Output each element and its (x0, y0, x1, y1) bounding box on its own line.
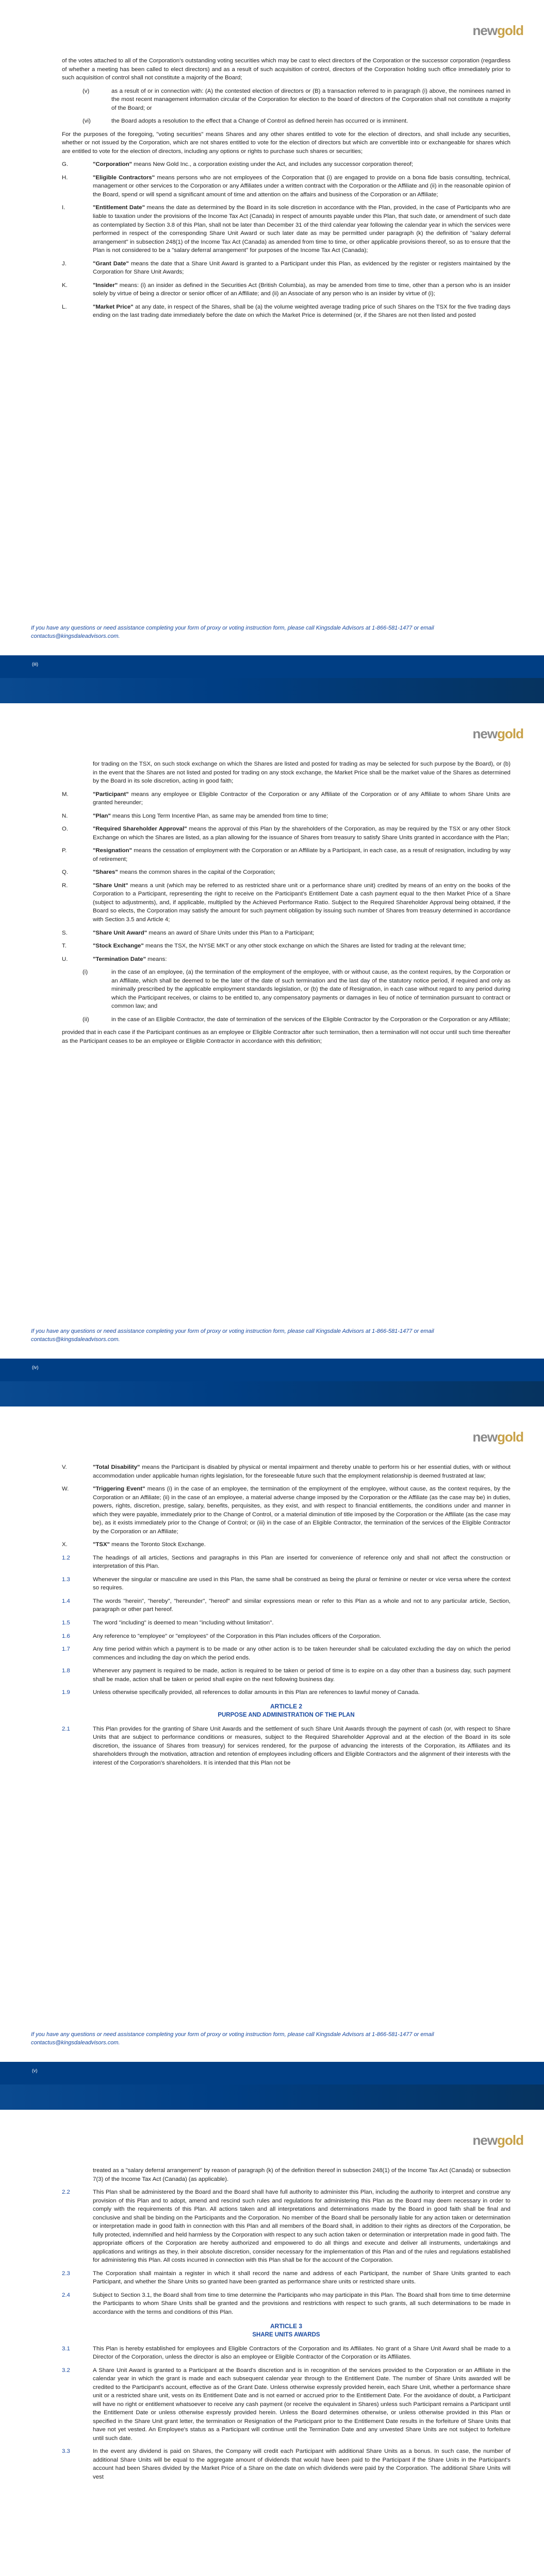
section-number: 1.6 (62, 1633, 70, 1639)
definition-body (93, 955, 510, 964)
defined-term: "Eligible Contractors" (93, 174, 155, 181)
footer-stripe (0, 1381, 544, 1406)
definition-body (93, 882, 510, 924)
defined-term: "Shares" (93, 869, 118, 876)
section-number: 3.2 (62, 2367, 70, 2374)
article-number: ARTICLE 3 (270, 2322, 302, 2330)
page-number: (v) (32, 2068, 38, 2073)
definition-text: means New Gold Inc., a corporation existing under the Act, and includes any successor corporation thereof; (131, 161, 414, 168)
definition-label: W. (62, 1486, 69, 1493)
sub-item-text: as a result of or in connection with: (A) the contested election of directors or (B) a transaction referred to in paragraph (i) above, the nominees named in the most recent management information circular of the Corporation for election to the board of directors of the Corporation shall not constitute a majority of the Board; or (111, 88, 510, 111)
defined-term: "Market Price" (93, 303, 134, 310)
section-text: Subject to Section 3.1, the Board shall from time to time determine the Participants who may participate in this Plan. The Board shall from time to time determine the Participants to whom Share Units shall be granted and the provisions and restrictions with respect to such grants, all such determinations to be made in accordance with the terms and conditions of this Plan. (93, 2292, 510, 2315)
sub-item (83, 87, 510, 113)
page-content (62, 2166, 510, 2486)
definition-item (62, 812, 510, 821)
defined-term: "Corporation" (93, 161, 132, 168)
section-text: The word "including" is deemed to mean "including without limitation". (93, 1619, 274, 1626)
definition-text: means this Long Term Incentive Plan, as same may be amended from time to time; (110, 812, 328, 819)
definition-text: means an award of Share Units under this Plan to a Participant; (147, 929, 315, 936)
defined-term: "Insider" (93, 282, 118, 289)
defined-term: "Termination Date" (93, 956, 146, 962)
section-number: 3.1 (62, 2345, 70, 2352)
page-content (62, 1463, 510, 1772)
contact-note: If you have any questions or need assistance completing your form of proxy or voting instruction form, please call Kingsdale Advisors at 1-866-581-1477 or email contactus@kingsdaleadvisors.com. (31, 2031, 434, 2046)
definition-label: T. (62, 943, 67, 950)
definition-label: I. (62, 205, 65, 211)
section-number: 1.4 (62, 1598, 70, 1604)
section-number: 2.4 (62, 2292, 70, 2298)
section-item (62, 1597, 510, 1614)
defined-term: "Stock Exchange" (93, 943, 144, 950)
definition-body (93, 281, 510, 298)
section-item (62, 2447, 510, 2481)
section-text: This Plan shall be administered by the Board and the Board shall have full authority to administer this Plan, including the authority to interpret and construe any provision of this Plan and to adopt, amend and rescind such rules and regulations for administering this Plan as the Board may deem necessary in order to comply with the requirements of this Plan. All actions taken and all interpretations and determinations made by the Board in good faith shall be final and conclusive and shall be binding on the Participants and the Corporation. No member of the Board shall be personally liable for any action taken or determination or interpretation made in good faith in connection with this Plan and all members of the Board shall, in addition to their rights as directors of the Corporation, be fully protected, indemnified and held harmless by the Corporation with respect to any such action taken or determination or interpretation made in good faith. The appropriate officers of the Corporation are hereby authorized and empowered to do all things and execute and deliver all instruments, undertakings and applications and writings as they, in their absolute discretion, consider necessary for the implementation of this Plan and of the rules and regulations established for administering this Plan. All costs incurred in connection with this Plan shall be for the account of the Corporation. (93, 2189, 510, 2264)
definition-item (62, 1485, 510, 1536)
section-item (62, 1554, 510, 1571)
definition-label: O. (62, 826, 69, 833)
definition-body (93, 942, 510, 951)
section-number: 1.7 (62, 1646, 70, 1653)
sub-item (83, 1015, 510, 1024)
defined-term: "Participant" (93, 791, 129, 798)
page-footer (0, 655, 544, 703)
section-number: 1.5 (62, 1619, 70, 1626)
definition-label: U. (62, 956, 68, 962)
section-text: The words "herein", "hereby", "hereunder", "hereof" and similar expressions mean or refer to this Plan as a whole and not to any particular article, Section, paragraph or other part hereof. (93, 1598, 510, 1613)
sub-item-text: the Board adopts a resolution to the effect that a Change of Control as defined herein has occurred or is imminent. (111, 118, 408, 125)
paragraph: treated as a "salary deferral arrangement" by reason of paragraph (k) of the definition thereof in subsection 248(1) of the Income Tax Act (Canada) or subsection 7(3) of the Income Tax Act (Canada) (as applicable). (93, 2167, 510, 2182)
definition-text: means the Toronto Stock Exchange. (109, 1541, 206, 1548)
definition-item (62, 1540, 510, 1549)
page-number: (iii) (32, 662, 38, 667)
section-item (62, 1645, 510, 1662)
section-item (62, 2345, 510, 2362)
definition-item (62, 868, 510, 877)
sub-item (83, 117, 510, 126)
definition-text: means the Participant is disabled by physical or mental impairment and thereby unable to perform his or her essential duties, with or without accommodation under applicable human rights legislation, for the foreseeable future such that the employment relationship is deemed frustrated at law; (93, 1464, 510, 1479)
definition-text: means: (146, 956, 167, 962)
definition-label: L. (62, 303, 67, 310)
definition-body (93, 174, 510, 199)
section-number: 1.8 (62, 1668, 70, 1674)
section-text: The headings of all articles, Sections and paragraphs in this Plan are inserted for convenience of reference only and shall not affect the construction or interpretation of this Plan. (93, 1554, 510, 1570)
definition-label: J. (62, 260, 67, 267)
section-item (62, 2188, 510, 2265)
paragraph: For the purposes of the foregoing, "voting securities" means Shares and any other shares entitled to vote for the election of directors, and shall include any securities, whether or not issued by the Corporation, which are not shares entitled to vote for the election of directors but which are convertible into or exchangeable for shares which are entitled to vote for the election of directors, including any options or rights to purchase such shares or securities; (62, 131, 510, 155)
definition-body (93, 160, 510, 169)
defined-term: "Entitlement Date" (93, 205, 145, 211)
section-text: In the event any dividend is paid on Shares, the Company will credit each Participant with additional Share Units as a bonus. In such case, the number of additional Share Units will be equal to the aggregate amount of dividends that would have been paid to the Participant if the Share Units in the Participant's account had been Shares divided by the Market Price of a Share on the date on which dividends were paid by the Corporation. The additional Share Units will vest (93, 2448, 510, 2480)
footer-stripe (0, 678, 544, 703)
page-content (62, 57, 510, 325)
definition-text: means the date as determined by the Board in its sole discretion in accordance with the Plan, provided, in the case of Participants who are liable to taxation under the provisions of the Income Tax Act (Canada) in respect of amounts payable under this Plan, that such date, or amendment of such date as contemplated by Section 3.8 of this Plan, shall not be later than December 31 of the third calendar year following the calendar year in which the services were performed in respect of the corresponding Share Unit Award or such later date as may be permitted under paragraph (k) the definition of "salary deferral arrangement" in subsection 248(1) of the Income Tax Act (Canada) as amended from time to time, or other applicable provisions thereof, so as to ensure that the Plan is not considered to be a "salary deferral arrangement" for purposes of the Income Tax Act (Canada); (93, 205, 510, 254)
defined-term: "Plan" (93, 812, 111, 819)
definition-item (62, 942, 510, 951)
paragraph: provided that in each case if the Participant continues as an employee or Eligible Contractor after such termination, then a termination will not occur until such time thereafter as the Participant ceases to be an employee or Eligible Contractor in accordance with this definition; (62, 1029, 510, 1044)
definition-text: means persons who are not employees of the Corporation that (i) are engaged to provide on a bona fide basis consulting, technical, management or other services to the Corporation or any Affiliates under a written contract with the Corporation or the Affiliate and (ii) in the reasonable opinion of the Board, spend or will spend a significant amount of time and attention on the affairs and business of the Corporation or an Affiliate; (93, 174, 510, 198)
section-item (62, 2269, 510, 2286)
section-number: 1.2 (62, 1554, 70, 1561)
definition-item (62, 160, 510, 169)
page-3 (0, 1406, 544, 2110)
section-item (62, 1688, 510, 1697)
company-logo: newgold (472, 23, 523, 38)
defined-term: "Grant Date" (93, 260, 129, 267)
definition-label: M. (62, 791, 69, 798)
article-number: ARTICLE 2 (270, 1702, 302, 1710)
section-number: 2.1 (62, 1725, 70, 1732)
defined-term: "Share Unit" (93, 882, 128, 889)
definition-text: at any date, in respect of the Shares, shall be (a) the volume weighted average trading price of such Shares on the TSX for the five trading days ending on the last trading date immediately before the date on which the Market Price is determined (or, if the Shares are not then listed and posted (93, 303, 510, 319)
definition-body (93, 1485, 510, 1536)
page-footer (0, 1359, 544, 1406)
defined-term: "TSX" (93, 1541, 110, 1548)
definition-text: means: (i) an insider as defined in the Securities Act (British Columbia), as may be amended from time to time, other than a person who is an insider solely by virtue of being a director or senior officer of an Affiliate; and (ii) an Associate of any person who is an insider by virtue of (i); (93, 282, 510, 297)
section-item (62, 2366, 510, 2443)
definition-item (62, 303, 510, 320)
definition-label: V. (62, 1464, 67, 1470)
definition-label: K. (62, 282, 68, 289)
section-text: Any reference to "employee" or "employees" of the Corporation in this Plan includes officers of the Corporation. (93, 1633, 382, 1639)
paragraph: for trading on the TSX, on such stock exchange on which the Shares are listed and posted for trading as may be selected for such purpose by the Board), or (b) in the event that the Shares are not listed and posted for trading on any stock exchange, the Market Price shall be the market value of the Shares as determined by the Board in its sole discretion, acting in good faith; (93, 761, 510, 785)
contact-note: If you have any questions or need assistance completing your form of proxy or voting instruction form, please call Kingsdale Advisors at 1-866-581-1477 or email contactus@kingsdaleadvisors.com. (31, 625, 434, 639)
definition-body (93, 1540, 510, 1549)
section-item (62, 2291, 510, 2317)
defined-term: "Share Unit Award" (93, 929, 147, 936)
sub-item-text: in the case of an employee, (a) the termination of the employment of the employee, with or without cause, as the context requires, by the Corporation or an Affiliate, which shall be deemed to be the later of the date of such termination and the last day of the statutory notice period, if required and only as minimally prescribed by the applicable employment standards legislation, or (b) the date of Resignation, in each case without regard to any period during which the Participant receives, or claims to be entitled to, any compensatory payments or damages in lieu of notice of termination pursuant to contract or common law; and (111, 969, 510, 1010)
definition-item (62, 846, 510, 863)
definition-item (62, 790, 510, 807)
definition-item (62, 955, 510, 964)
section-number: 1.9 (62, 1689, 70, 1696)
section-item (62, 1575, 510, 1592)
definition-text: means the cessation of employment with the Corporation or an Affiliate by a Participant, in each case, as a result of resignation, including by way of retirement; (93, 848, 510, 862)
definition-label: P. (62, 848, 67, 854)
section-text: The Corporation shall maintain a register in which it shall record the name and address of each Participant, the number of Share Units granted to each Participant, and whether the Share Units so granted have been granted as performance share units or restricted share units. (93, 2270, 510, 2285)
definition-label: N. (62, 812, 68, 819)
definition-text: means a unit (which may be referred to as restricted share unit or a performance share unit) credited by means of an entry on the books of the Corporation to a Participant, representing the right to receive on the Participant's Entitlement Date a cash payment equal to the then Market Price of a Share (subject to adjustments), and, if applicable, multiplied by the Achieved Performance Ratio. Subject to the Required Shareholder Approval being obtained, if the Board so elects, the Corporation may satisfy the amount for such payment obligation by issuing such number of Shares from treasury determined in accordance with Section 3.5 and Article 4; (93, 882, 510, 923)
section-number: 1.3 (62, 1576, 70, 1583)
definition-item (62, 204, 510, 255)
definition-body (93, 1463, 510, 1480)
sub-item (83, 968, 510, 1011)
company-logo: newgold (472, 1429, 523, 1445)
definition-text: means the TSX, the NYSE MKT or any other stock exchange on which the Shares are listed for trading at the relevant time; (143, 943, 466, 950)
definition-label: Q. (62, 869, 69, 876)
page-footer (0, 2062, 544, 2110)
definition-item (62, 882, 510, 924)
page-2 (0, 703, 544, 1406)
article-title: PURPOSE AND ADMINISTRATION OF THE PLAN (218, 1712, 355, 1719)
section-item (62, 1725, 510, 1768)
definition-item (62, 260, 510, 277)
section-number: 3.3 (62, 2448, 70, 2455)
definition-label: H. (62, 174, 68, 181)
sub-item-label: (i) (83, 969, 88, 976)
page-4 (0, 2110, 544, 2576)
section-text: A Share Unit Award is granted to a Participant at the Board's discretion and is in recognition of the services provided to the Corporation or an Affiliate in the calendar year in which the grant is made and each subsequent calendar year through to the Entitlement Date. The number of Share Units awarded will be credited to the Participant's account, effective as of the Grant Date. Unless otherwise expressly provided herein, each Share Unit, whether a performance share unit or a restricted share unit, vests on its Entitlement Date and is not earned or accrued prior to the Entitlement Date. For the avoidance of doubt, a Participant will have no right or entitlement whatsoever to receive any cash payment (or receive the equivalent in Shares) unless such Participant remains a Participant until the Entitlement Date or unless otherwise expressly provided herein. Unless the Board determines otherwise, or unless otherwise provided in this Plan or specified in the Share Unit grant letter, the termination or Resignation of the Participant prior to the Entitlement Date results in the forfeiture of Share Units that have not yet vested. An Employee's status as a Participant will continue until the Termination Date and any unvested Share Units are not subject to forfeiture until such date. (93, 2367, 510, 2442)
defined-term: "Required Shareholder Approval" (93, 826, 187, 833)
definition-text: means (i) in the case of an employee, the termination of the employment of the employee, without cause, as the context requires, by the Corporation or an Affiliate; (ii) in the case of an employee, a material adverse change imposed by the Corporation or the Affiliate (as the case may be) in duties, powers, rights, discretion, prestige, salary, benefits, perquisites, as they exist, and with respect to financial entitlements, the conditions under and manner in which they were payable, immediately prior to the Change of Control, or a material diminution of title imposed by the Corporation or the Affiliate (as the case may be), as it exists immediately prior to the Change of Control; or (iii) in the case of an Eligible Contractor, the termination of the services of the Eligible Contractor by the Corporation or an Affiliate; (93, 1486, 510, 1535)
definition-item (62, 929, 510, 938)
definition-label: R. (62, 882, 68, 889)
definition-body (93, 790, 510, 807)
company-logo: newgold (472, 726, 523, 741)
definition-text: means the date that a Share Unit Award is granted to a Participant under this Plan, as evidenced by the register or registers maintained by the Corporation for Share Unit Awards; (93, 260, 510, 276)
defined-term: "Total Disability" (93, 1464, 140, 1470)
definition-item (62, 281, 510, 298)
definition-body (93, 929, 510, 938)
definition-label: S. (62, 929, 68, 936)
article-title: SHARE UNITS AWARDS (252, 2331, 320, 2338)
section-text: This Plan is hereby established for employees and Eligible Contractors of the Corporation and its Affiliates. No grant of a Share Unit Award shall be made to a Director of the Corporation, unless the director is also an employee or Eligible Contractor of the Corporation or its Affiliates. (93, 2345, 510, 2361)
definition-body (93, 303, 510, 320)
section-item (62, 1667, 510, 1684)
section-item (62, 1619, 510, 1628)
defined-term: "Resignation" (93, 848, 132, 854)
definition-body (93, 260, 510, 277)
paragraph: of the votes attached to all of the Corporation's outstanding voting securities which may be cast to elect directors of the Corporation or the successor corporation (regardless of whether a meeting has been called to elect directors) and as a result of such acquisition of control, directors of the Corporation holding such office immediately prior to such acquisition of control shall not constitute a majority of the Board; (62, 58, 510, 81)
page-number: (iv) (32, 1365, 39, 1370)
definition-text: means the common shares in the capital of the Corporation; (118, 869, 275, 876)
definition-item (62, 1463, 510, 1480)
sub-item-label: (v) (83, 88, 90, 94)
company-logo: newgold (472, 2132, 523, 2148)
definition-label: G. (62, 161, 69, 168)
sub-item-label: (ii) (83, 1016, 89, 1023)
footer-stripe (0, 2084, 544, 2110)
page-1 (0, 0, 544, 703)
definition-body (93, 846, 510, 863)
defined-term: "Triggering Event" (93, 1486, 145, 1493)
section-number: 2.2 (62, 2189, 70, 2196)
definition-label: X. (62, 1541, 68, 1548)
section-number: 2.3 (62, 2270, 70, 2277)
sub-item-text: in the case of an Eligible Contractor, the date of termination of the services of the Eligible Contractor by the Corporation or the Corporation or any Affiliate; (111, 1016, 510, 1023)
section-text: Whenever any payment is required to be made, action is required to be taken or period of time is to expire on a day other than a business day, such payment shall be made, action shall be taken or period shall expire on the next following business day. (93, 1668, 510, 1683)
section-text: Unless otherwise specifically provided, all references to dollar amounts in this Plan are references to lawful money of Canada. (93, 1689, 420, 1696)
page-content (62, 760, 510, 1050)
sub-item-label: (vi) (83, 118, 91, 125)
definition-body (93, 825, 510, 842)
section-text: This Plan provides for the granting of Share Unit Awards and the settlement of such Share Unit Awards through the payment of cash (or, with respect to Share Units that are subject to performance conditions or measures, subject to the Required Shareholder Approval and at the election of the Board in its sole discretion, the issuance of Shares from treasury) for services rendered, for the purpose of advancing the interests of the Corporation, its Affiliates and its shareholders through the motivation, attraction and retention of employees including officers and Eligible Contractors and the alignment of their interests with the interest of the Corporation's shareholders. It is intended that this Plan not be (93, 1725, 510, 1766)
definition-body (93, 204, 510, 255)
section-text: Whenever the singular or masculine are used in this Plan, the same shall be construed as being the plural or feminine or neuter or vice versa where the context so requires. (93, 1576, 510, 1591)
definition-item (62, 825, 510, 842)
definition-body (93, 868, 510, 877)
definition-text: means any employee or Eligible Contractor of the Corporation or any Affiliate of the Corporation or of any Affiliate to whom Share Units are granted hereunder; (93, 791, 510, 806)
contact-note: If you have any questions or need assistance completing your form of proxy or voting instruction form, please call Kingsdale Advisors at 1-866-581-1477 or email contactus@kingsdaleadvisors.com. (31, 1328, 434, 1343)
section-text: Any time period within which a payment is to be made or any other action is to be taken hereunder shall be calculated excluding the day on which the period commences and including the day on which the period ends. (93, 1646, 510, 1661)
section-item (62, 1632, 510, 1641)
definition-body (93, 812, 510, 821)
definition-item (62, 174, 510, 199)
definition-text: means the approval of this Plan by the shareholders of the Corporation, as may be required by the TSX or any other Stock Exchange on which the Shares are listed, as a plan allowing for the issuance of Shares from treasury to satisfy Share Units granted in accordance with the Plan; (93, 826, 511, 841)
